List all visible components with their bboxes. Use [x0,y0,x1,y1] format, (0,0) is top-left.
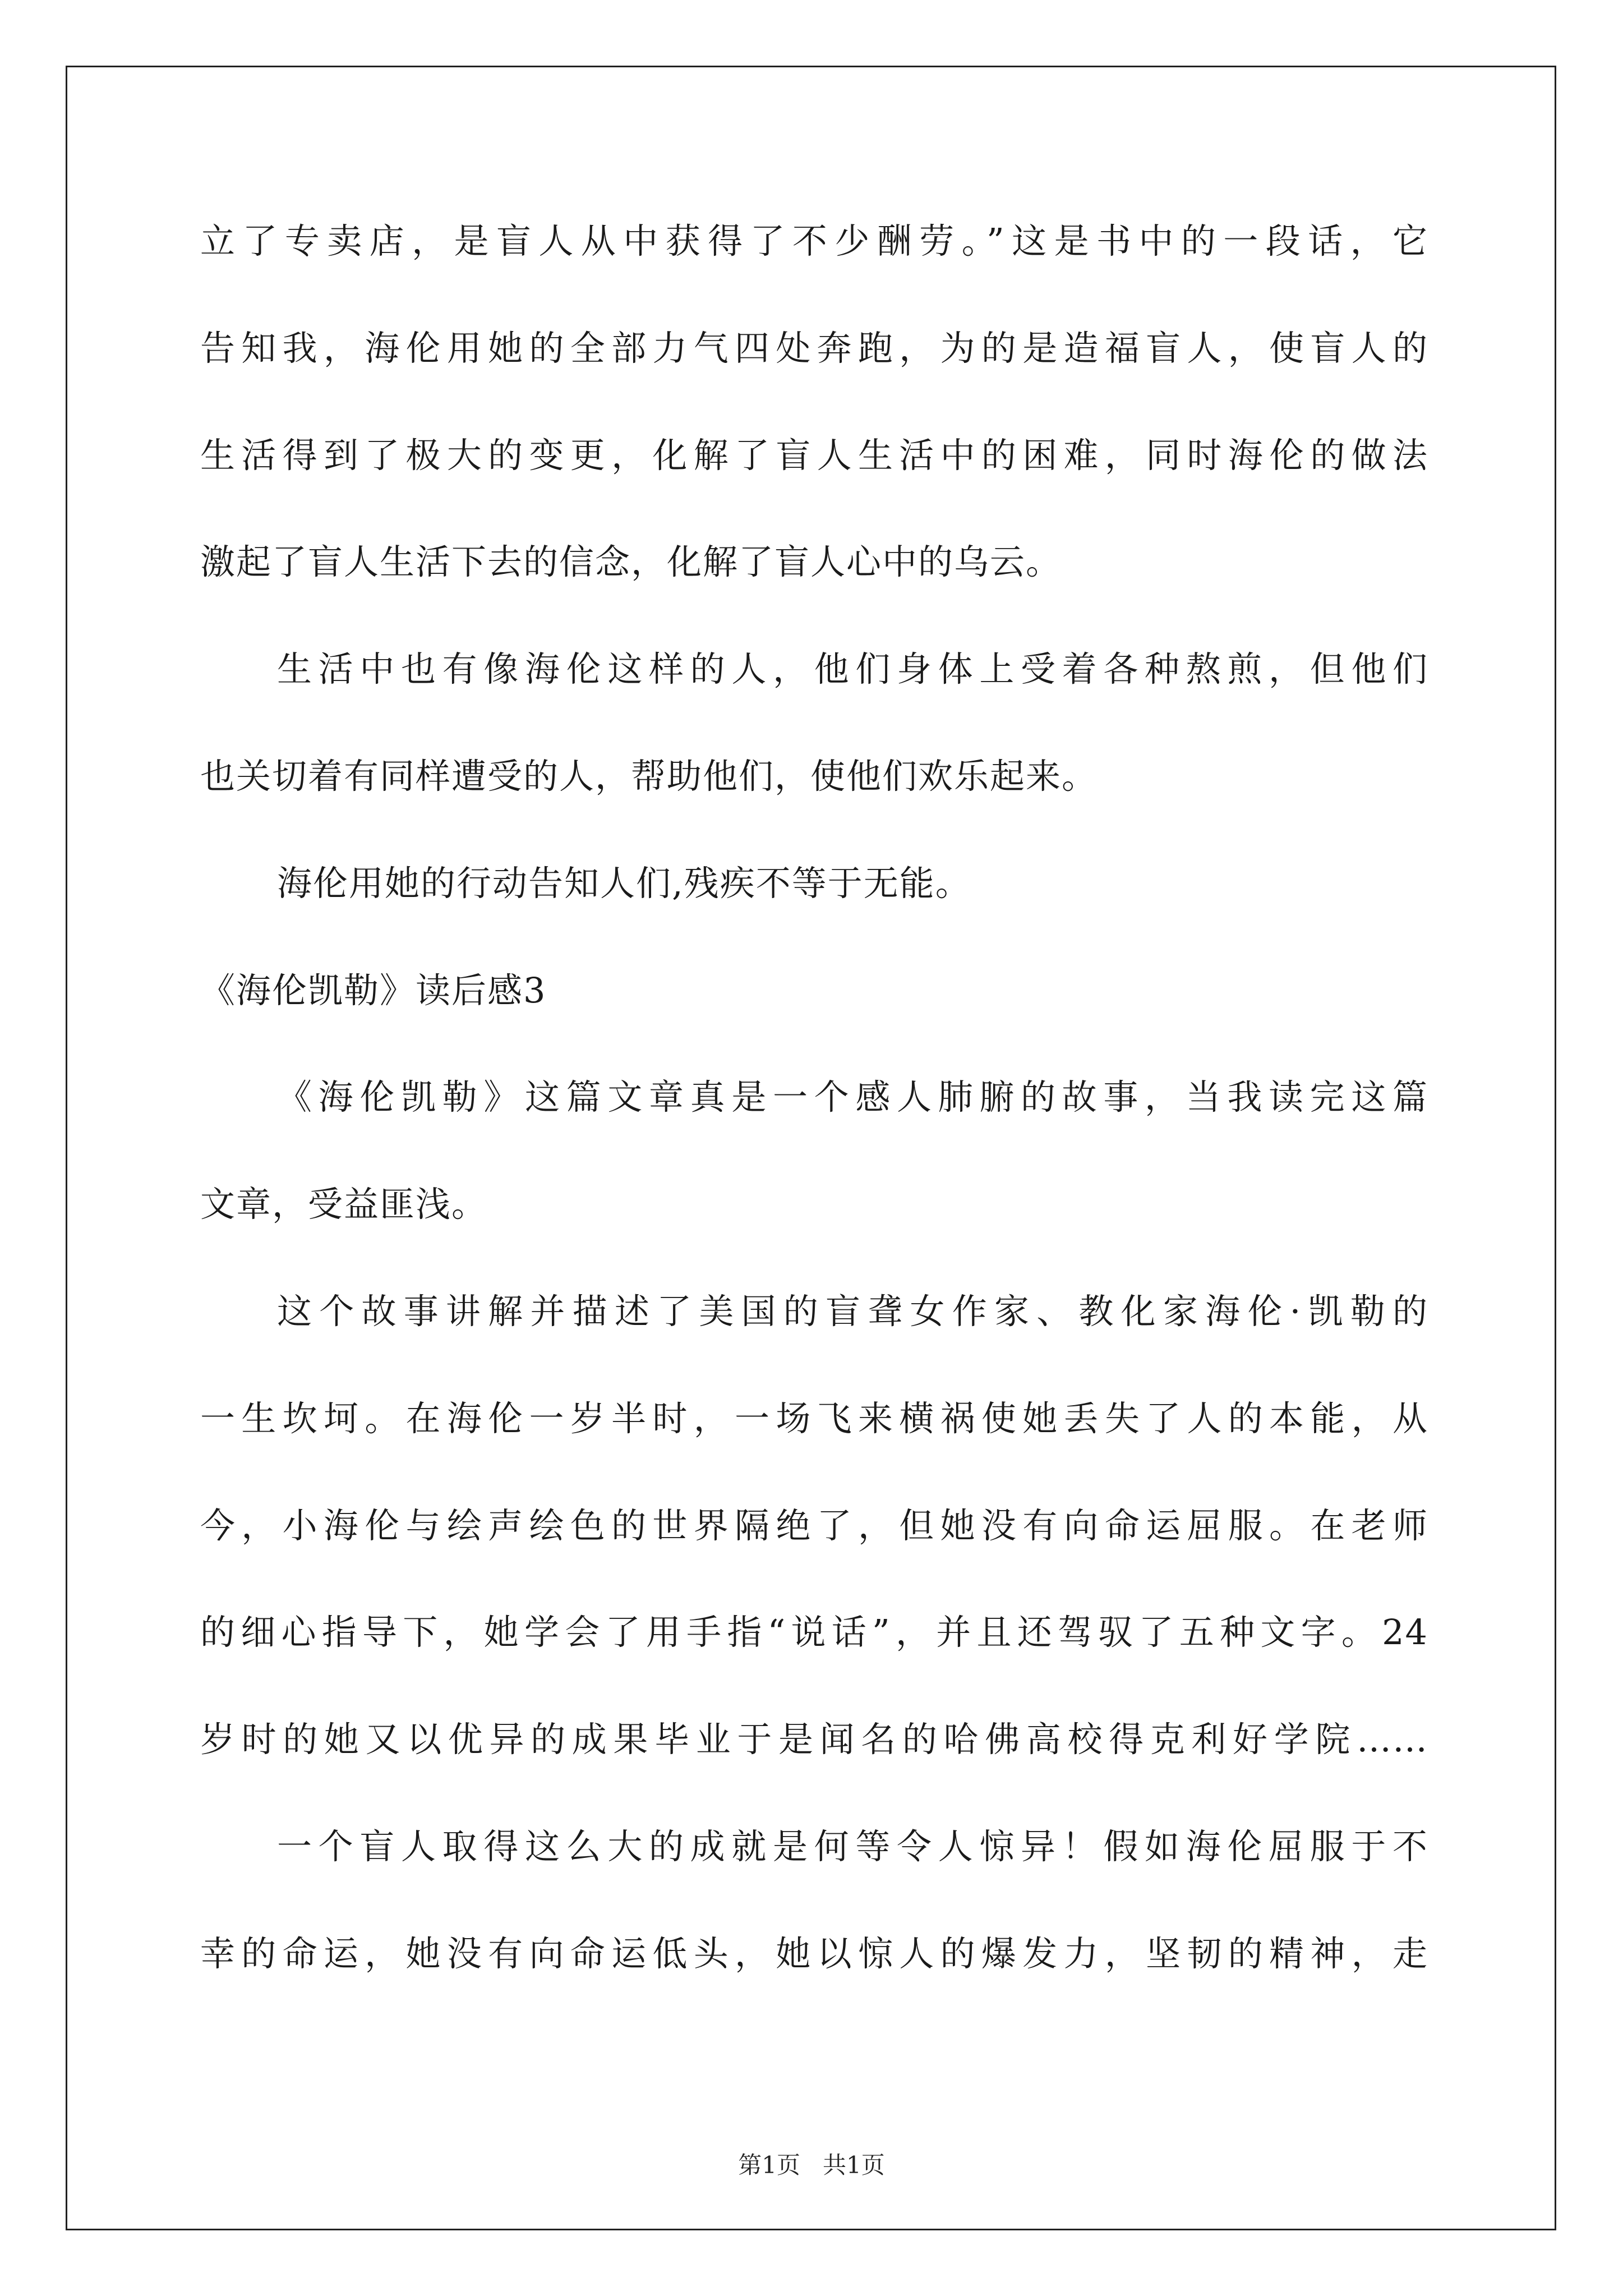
text-line: 告知我，海伦用她的全部力气四处奔跑，为的是造福盲人，使盲人的 [200,327,1428,369]
text-line: 的细心指导下，她学会了用手指“说话”，并且还驾驭了五种文字。24 [200,1612,1428,1653]
text-line: 这个故事讲解并描述了美国的盲聋女作家、教化家海伦·凯勒的 [277,1290,1428,1332]
page-footer [0,2148,1623,2182]
text-line: 岁时的她又以优异的成果毕业于是闻名的哈佛高校得克利好学院…… [200,1719,1428,1760]
text-line: 激起了盲人生活下去的信念，化解了盲人心中的乌云。 [200,541,1062,583]
text-line: 立了专卖店，是盲人从中获得了不少酬劳。”这是书中的一段话，它 [200,220,1428,261]
text-line: 生活中也有像海伦这样的人，他们身体上受着各种熬煎，但他们 [277,648,1428,690]
page-number-total: 共1页 [823,2151,885,2179]
text-line: 《海伦凯勒》这篇文章真是一个感人肺腑的故事，当我读完这篇 [277,1076,1428,1118]
text-line: 《海伦凯勒》读后感3 [200,969,547,1011]
document-body [200,215,1428,2035]
text-line: 生活得到了极大的变更，化解了盲人生活中的困难，同时海伦的做法 [200,434,1428,476]
text-line: 海伦用她的行动告知人们,残疾不等于无能。 [277,862,971,904]
text-line: 一个盲人取得这么大的成就是何等令人惊异！假如海伦屈服于不 [277,1825,1428,1867]
text-line: 今，小海伦与绘声绘色的世界隔绝了，但她没有向命运屈服。在老师 [200,1504,1428,1546]
text-line: 也关切着有同样遭受的人，帮助他们，使他们欢乐起来。 [200,755,1098,797]
text-line: 文章，受益匪浅。 [200,1184,488,1225]
text-line: 幸的命运，她没有向命运低头，她以惊人的爆发力，坚韧的精神，走 [200,1932,1428,1974]
page-number-current: 第1页 [738,2151,800,2179]
text-line: 一生坎坷。在海伦一岁半时，一场飞来横祸使她丢失了人的本能，从 [200,1397,1428,1439]
